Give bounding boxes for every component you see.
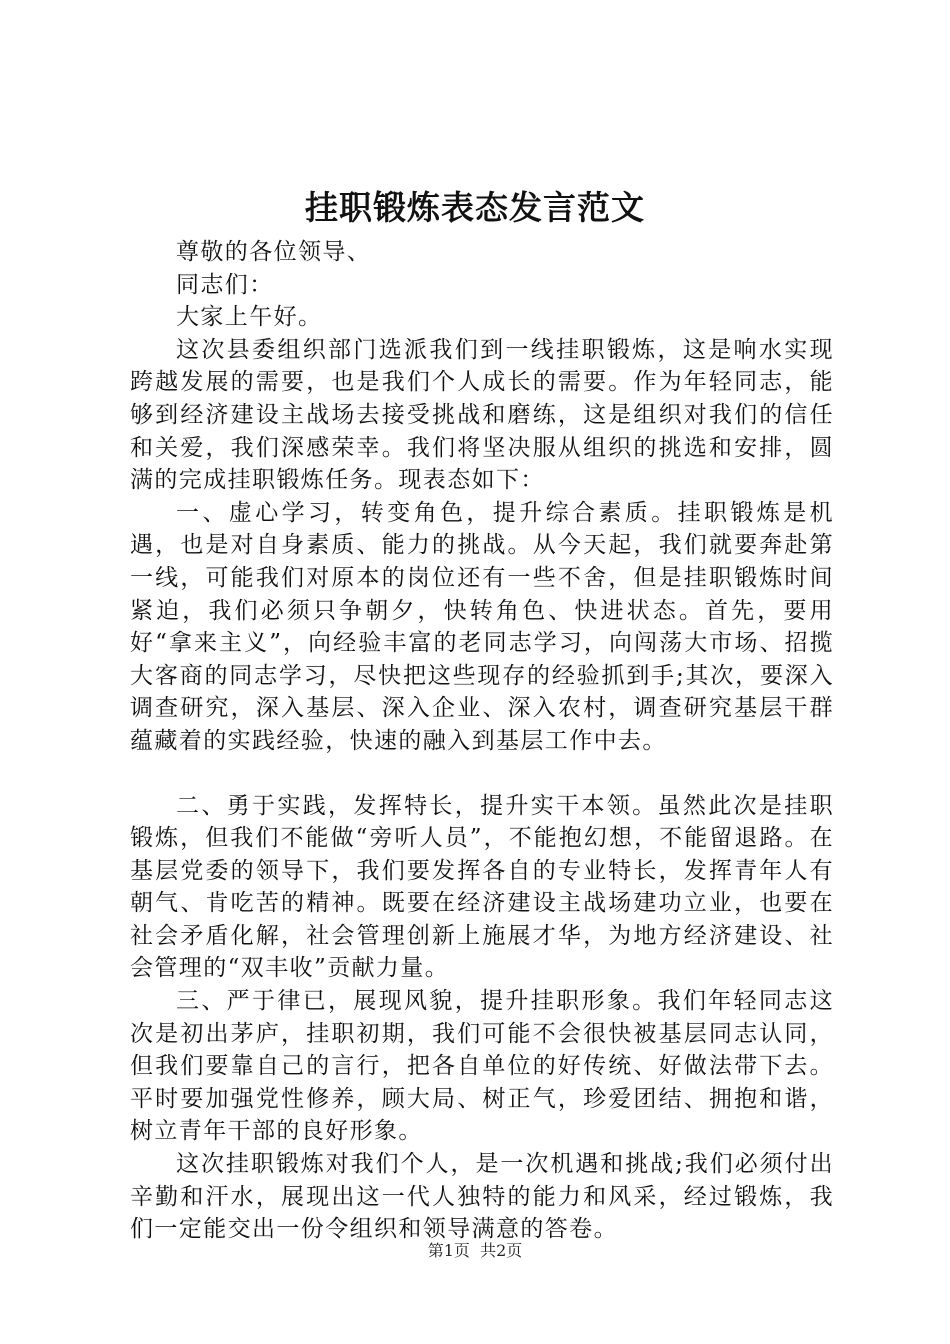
document-title: 挂职锻炼表态发言范文 <box>305 188 645 227</box>
point-three-paragraph: 三、严于律已，展现风貌，提升挂职形象。我们年轻同志这次是初出茅庐，挂职初期，我们可能不会很快被基层同志认同，但我们要靠自己的言行，把各自单位的好传统、好做法带下去。平时要加强党性修养，顾大局、树正气，珍爱团结、拥抱和谐，树立青年干部的良好形象。 <box>130 988 834 1145</box>
salutation-line-2: 同志们： <box>176 271 274 298</box>
page-number-label: 第1页 共2页 <box>427 1241 523 1260</box>
point-two-paragraph: 二、勇于实践，发挥特长，提升实干本领。虽然此次是挂职锻炼，但我们不能做“旁听人员”，不能抱幻想，不能留退路。在基层党委的领导下，我们要发挥各自的专业特长，发挥青年人有朝气、肯吃苦的精神。既要在经济建设主战场建功立业，也要在社会矛盾化解，社会管理创新上施展才华，为地方经济建设、社会管理的“双丰收”贡献力量。 <box>130 792 834 982</box>
document-body <box>130 236 834 1246</box>
closing-paragraph: 这次挂职锻炼对我们个人，是一次机遇和挑战;我们必须付出辛勤和汗水，展现出这一代人独特的能力和风采，经过锻炼，我们一定能交出一份令组织和领导满意的答卷。 <box>130 1151 834 1243</box>
greeting-line: 大家上午好。 <box>176 304 323 331</box>
page-footer <box>0 1240 950 1262</box>
point-one-paragraph: 一、虚心学习，转变角色，提升综合素质。挂职锻炼是机遇，也是对自身素质、能力的挑战。从今天起，我们就要奔赴第一线，可能我们对原本的岗位还有一些不舍，但是挂职锻炼时间紧迫，我们必须只争朝夕，快转角色、快进状态。首先，要用好“拿来主义”，向经验丰富的老同志学习，向闯荡大市场、招揽大客商的同志学习，尽快把这些现存的经验抓到手;其次，要深入调查研究，深入基层、深入企业、深入农村，调查研究基层干群蕴藏着的实践经验，快速的融入到基层工作中去。 <box>130 499 834 754</box>
intro-paragraph: 这次县委组织部门选派我们到一线挂职锻炼，这是响水实现跨越发展的需要，也是我们个人成长的需要。作为年轻同志，能够到经济建设主战场去接受挑战和磨练，这是组织对我们的信任和关爱，我们深感荣幸。我们将坚决服从组织的挑选和安排，圆满的完成挂职锻炼任务。现表态如下： <box>130 336 834 494</box>
salutation-line-1: 尊敬的各位领导、 <box>176 239 372 265</box>
